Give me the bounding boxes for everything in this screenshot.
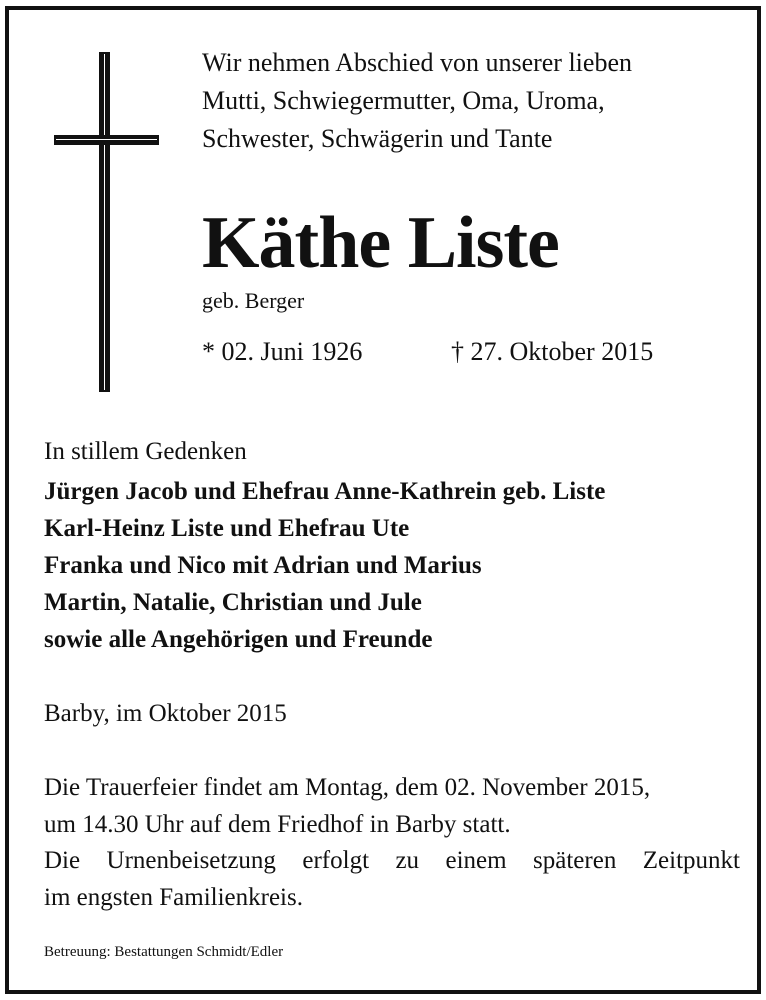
deceased-name: Käthe Liste: [202, 202, 559, 284]
service-word: erfolgt: [302, 847, 370, 874]
service-line: im engsten Familienkreis.: [44, 883, 303, 911]
cross-icon: [99, 52, 110, 392]
service-word: Zeitpunkt: [642, 847, 740, 874]
service-word: Die: [44, 847, 81, 874]
service-word: zu: [395, 847, 420, 874]
service-line-justified: [44, 843, 740, 880]
intro-line: Wir nehmen Abschied von unserer lieben: [202, 48, 632, 77]
service-info: [44, 770, 740, 916]
cross-icon-bar: [54, 135, 159, 145]
place-date: Barby, im Oktober 2015: [44, 700, 287, 727]
death-date: † 27. Oktober 2015: [451, 337, 654, 366]
mourner-line: Franka und Nico mit Adrian und Marius: [44, 552, 482, 579]
intro-line: Mutti, Schwiegermutter, Oma, Uroma,: [202, 86, 605, 115]
service-line: Die Trauerfeier findet am Montag, dem 02. November 2015,: [44, 774, 651, 801]
mourner-line: Jürgen Jacob und Ehefrau Anne-Kathrein geb. Liste: [44, 478, 606, 505]
intro-text: [202, 44, 632, 158]
intro-line: Schwester, Schwägerin und Tante: [202, 124, 553, 153]
mourner-line: Martin, Natalie, Christian und Jule: [44, 589, 422, 616]
birth-name: geb. Berger: [202, 288, 305, 313]
birth-date: * 02. Juni 1926: [202, 337, 363, 366]
service-word: einem: [445, 847, 507, 874]
undertaker-credit: Betreuung: Bestattungen Schmidt/Edler: [44, 944, 284, 960]
mourner-line: sowie alle Angehörigen und Freunde: [44, 626, 433, 653]
mourners-list: [44, 473, 605, 658]
memory-heading: In stillem Gedenken: [44, 438, 247, 465]
service-line: um 14.30 Uhr auf dem Friedhof in Barby statt.: [44, 810, 511, 838]
mourner-line: Karl-Heinz Liste und Ehefrau Ute: [44, 515, 410, 542]
obituary-frame: [5, 6, 761, 994]
service-word: späteren: [533, 847, 617, 874]
service-word: Urnenbeisetzung: [106, 847, 276, 874]
